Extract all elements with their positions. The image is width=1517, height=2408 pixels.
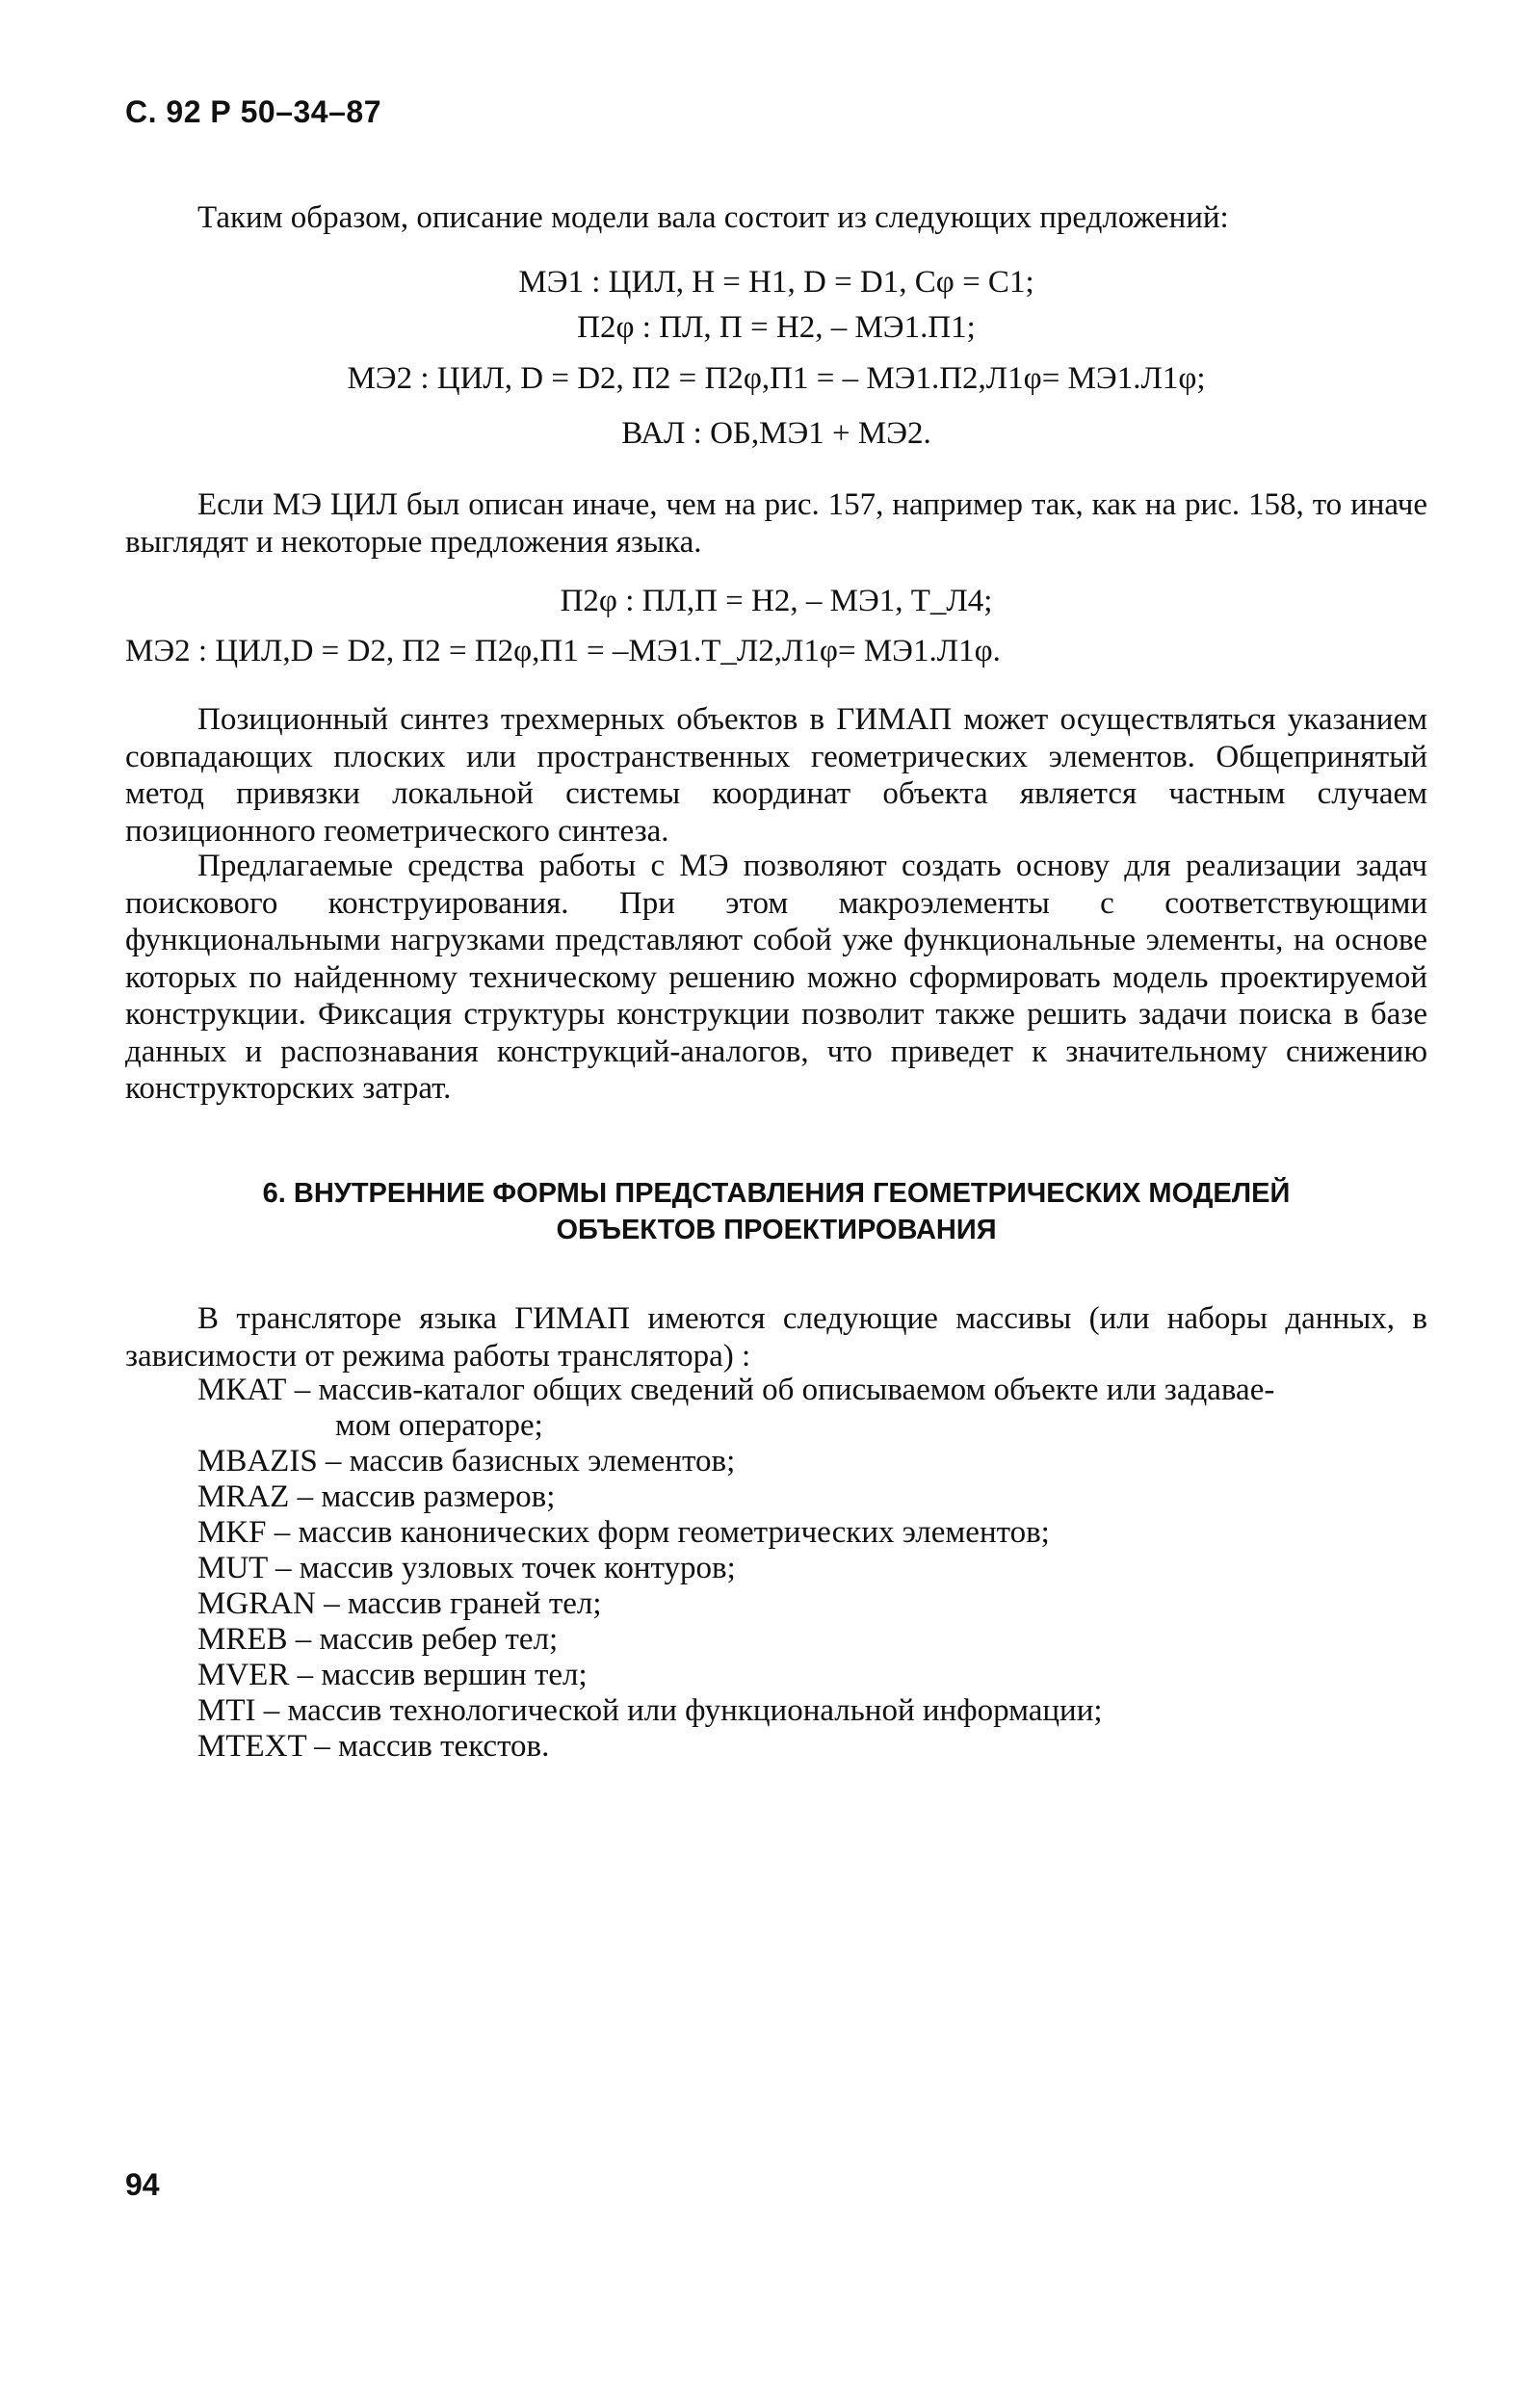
macroelements-paragraph: Предлагаемые средства работы с МЭ позволяют создать основу для реализации задач поискового конструирования. При этом макроэлементы с соответствующими функциональными нагрузками представляют собой уже функциональные элементы, на основе которых по найденному техническому решению можно сформировать модель проектируемой конструкции. Фиксация структуры конструкции позволит также решить задачи поиска в базе данных и распознавания конструкций-аналогов, что приведет к значительному снижению конструкторских затрат. (125, 849, 1427, 1106)
list-item-continuation: мом операторе; (335, 1408, 543, 1443)
equation-line: МЭ1 : ЦИЛ, Н = Н1, D = D1, Сφ = С1; (518, 265, 1034, 300)
equation-line: МЭ2 : ЦИЛ, D = D2, П2 = П2φ,П1 = – МЭ1.П2,Л1φ= МЭ1.Л1φ; (347, 361, 1206, 396)
page-header: С. 92 Р 50–34–87 (125, 94, 381, 129)
list-item: MTI – массив технологической или функциональной информации; (197, 1693, 1103, 1728)
intro-paragraph: Таким образом, описание модели вала состоит из следующих предложений: (197, 200, 1229, 235)
list-item: MKF – массив канонических форм геометрических элементов; (197, 1515, 1050, 1550)
section-title-line: ОБЪЕКТОВ ПРОЕКТИРОВАНИЯ (556, 1215, 997, 1245)
list-item: MBAZIS – массив базисных элементов; (197, 1444, 736, 1479)
equation-line: МЭ2 : ЦИЛ,D = D2, П2 = П2φ,П1 = –МЭ1.Т_Л2,Л1φ= МЭ1.Л1φ. (125, 634, 1001, 668)
alt-description-paragraph: Если МЭ ЦИЛ был описан иначе, чем на рис. 157, например так, как на рис. 158, то иначе выглядят и некоторые предложения языка. (125, 487, 1427, 560)
list-item: MVER – массив вершин тел; (197, 1658, 588, 1692)
list-item: MUT – массив узловых точек контуров; (197, 1551, 736, 1585)
section-title (125, 1175, 1427, 1248)
page-number: 94 (125, 2167, 160, 2202)
list-item: MGRAN – массив граней тел; (197, 1586, 602, 1621)
equation-line: П2φ : ПЛ, П = Н2, – МЭ1.П1; (577, 310, 976, 345)
arrays-list (197, 1373, 1440, 1765)
equation-line: ВАЛ : ОБ,МЭ1 + МЭ2. (621, 416, 931, 451)
list-item: MREB – массив ребер тел; (197, 1622, 559, 1657)
list-item: MRAZ – массив размеров; (197, 1479, 556, 1514)
list-item: MTEXT – массив текстов. (197, 1729, 550, 1764)
list-item-text: МКАТ – массив-каталог общих сведений об описываемом объекте или задавае- (197, 1373, 1275, 1407)
list-item (197, 1373, 1440, 1444)
arrays-intro-paragraph: В трансляторе языка ГИМАП имеются следующие массивы (или наборы данных, в зависимости от режима работы транслятора) : (125, 1301, 1427, 1374)
synthesis-paragraph: Позиционный синтез трехмерных объектов в ГИМАП может осуществляться указанием совпадающих плоских или пространственных геометрических элементов. Общепринятый метод привязки локальной системы координат объекта является частным случаем позиционного геометрического синтеза. (125, 702, 1427, 849)
section-title-line: 6. ВНУТРЕННИЕ ФОРМЫ ПРЕДСТАВЛЕНИЯ ГЕОМЕТРИЧЕСКИХ МОДЕЛЕЙ (262, 1178, 1291, 1209)
equation-line: П2φ : ПЛ,П = Н2, – МЭ1, Т_Л4; (560, 584, 993, 618)
